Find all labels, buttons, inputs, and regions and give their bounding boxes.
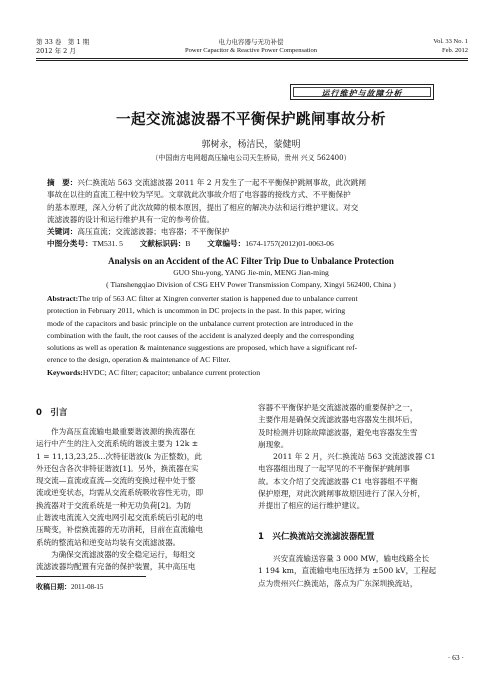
abstract-en-line: mode of the capacitors and basic principle on the unbalance current protection are introduced in the [47,318,353,328]
keywords-cn-label: 关键词： [47,227,78,237]
abstract-en-line: combination with the fault, the root causes of the accident is analyzed deeply and the corresponding [47,330,354,340]
body-line: 现交流—直流或直流—交流的变换过程中处于整 [36,476,196,486]
body-line: 1 = 11,13,23,25…次特征谐波(k 为正整数)，此 [36,451,202,461]
affiliation-en: ( Tianshengqiao Division of CSG EHV Power Transmission Company, Xingyi 562400, China ) [106,280,396,289]
body-line: 流或逆变状态，均需从交流系统吸收容性无功，即 [36,488,204,498]
body-line: 主要作用是确保交流滤波器电容器发生损坏后， [258,415,418,425]
body-line: 容器不平衡保护是交流滤波器的重要保护之一， [258,403,418,412]
journal-volume: 第 33 卷 第 1 期 [36,38,90,46]
body-line: 点为贵州兴仁换流站，落点为广东深圳换流站， [258,578,418,588]
body-line: 外还包含各次非特征谐波[1]。另外，换流器在实 [36,463,199,473]
received-label: 收稿日期： [36,582,71,591]
section-1-body [258,553,468,590]
body-line: 运行中产生的注入交流系统的谐波主要为 12k ± [36,439,199,449]
body-line: 并提出了相应的运行维护建议。 [258,501,365,511]
authors-en: GUO Shu-yong, YANG Jie-min, MENG Jian-ming [173,268,329,277]
body-line: 电容器组出现了一起罕见的不平衡保护跳闸事 [258,464,410,474]
abstract-en-line: erence to the design, operation & maintenance of AC Filter. [47,355,231,365]
keywords-en-label: Keywords: [47,367,83,377]
body-line: 保护原理，对此次跳闸事故原因进行了深入分析， [258,489,426,499]
abstract-en [47,293,465,379]
abstract-cn [47,177,465,251]
body-line: 为确保交流滤波器的安全稳定运行，每组交 [51,549,196,559]
body-line: 崩现象。 [258,439,289,449]
paper-title-en: Analysis on an Accident of the AC Filter Trip Due to Unbalance Protection [108,256,394,266]
authors-cn: 郭树永，杨洁民，蒙健明 [201,140,301,150]
article-number-value: 1674-1757(2012)01-0063-06 [245,239,334,249]
body-line: 作为高压直流输电最重要谐波源的换流器在 [51,427,196,436]
abstract-cn-line: 兴仁换流站 563 交流滤波器 2011 年 2 月发生了一起不平衡保护跳闸事故，此次跳闸 [77,178,366,187]
section-0-heading: 0 引言 [36,408,68,418]
classification-value: TM531. 5 [92,239,123,249]
journal-name-en: Power Capacitor & Reactive Power Compensation [185,47,317,54]
body-line: 流滤波器均配置有完备的保护装置，其中高压电 [36,562,196,572]
abstract-cn-line: 事故在以往的直流工程中较为罕见。文章就此次事故介绍了电容器的接线方式、不平衡保护 [47,190,351,200]
abstract-cn-line: 的基本原理，深入分析了此次故障的根本原因，提出了相应的解决办法和运行维护建议。对交 [47,202,359,212]
header-rule-2 [36,60,468,61]
abstract-en-line: solutions as well as operation & maintenance suggestions are proposed, which have a significant ref- [47,343,358,353]
doc-code-value: B [185,239,191,249]
affiliation-cn: （中国南方电网超高压输电公司天生桥局，贵州 兴义 562400） [151,154,351,162]
journal-vol-en: Vol. 33 No. 1 [433,38,468,45]
abstract-cn-label: 摘 要： [47,178,78,187]
page-number: · 63 · [447,653,464,662]
footnote-rule [36,576,146,577]
section-0-body [36,426,243,574]
body-line: 1 194 km，直流输电电压选择为 ±500 kV，工程起 [258,566,437,576]
body-line: 2011 年 2 月，兴仁换流站 563 交流滤波器 C1 [273,452,436,462]
keywords-en: HVDC; AC filter; capacitor; unbalance current protection [82,367,261,377]
body-line: 系统的整流站和逆变站均装有交流滤波器。 [36,537,181,547]
body-line: 换流器对于交流系统是一种无功负荷[2]。为防 [36,500,192,510]
abstract-cn-line: 流滤波器的设计和运行维护具有一定的参考价值。 [47,214,215,224]
body-line: 止谐波电流流入交流电网引起交流系统后引起的电 [36,513,204,523]
section-1-heading: 1 兴仁换流站交流滤波器配置 [258,532,375,542]
column-tag: 运行维护与故障分析 [293,87,431,97]
body-line: 及时检测并切除故障滤波器，避免电容器发生雪 [258,427,418,437]
keywords-cn: 高压直流；交流滤波器；电容器；不平衡保护 [77,227,230,237]
abstract-en-line: The trip of 563 AC filter at Xingren converter station is happened due to unbalance current [78,294,358,303]
journal-date: 2012 年 2 月 [36,47,76,55]
abstract-en-line: protection in February 2011, which is uncommon in DC projects in the past. In this paper, wiring [47,306,346,316]
journal-date-en: Feb. 2012 [442,47,468,54]
received-date [36,582,103,592]
paper-title: 一起交流滤波器不平衡保护跳闸事故分析 [116,112,386,128]
body-line: 压畸变，补偿换流器的无功消耗，目前在直流输电 [36,525,204,535]
body-line: 故。本文介绍了交流滤波器 C1 电容器组不平衡 [258,476,418,486]
received-value: 2011-08-15 [71,583,104,591]
journal-name-cn: 电力电容器与无功补偿 [218,38,284,46]
column-tag-box [290,84,434,100]
doc-code-label: 文献标识码： [139,239,186,249]
header-rule [36,58,468,59]
right-column-body [258,402,468,513]
classification-label: 中图分类号： [47,239,93,249]
article-number-label: 文章编号： [207,239,246,249]
body-line: 兴安直流输送容量 3 000 MW，输电线路全长 [273,554,430,563]
abstract-en-label: Abstract: [47,294,79,303]
